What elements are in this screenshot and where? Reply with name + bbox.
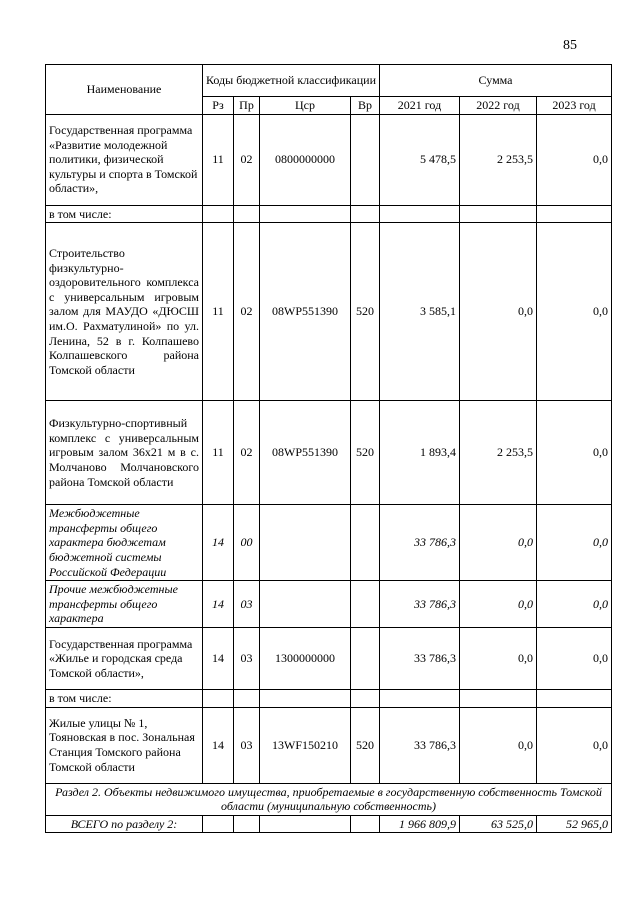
header-codes: Коды бюджетной классификации <box>203 65 380 97</box>
row-pr: 03 <box>234 707 260 783</box>
row-vr: 520 <box>351 401 380 505</box>
row-name: в том числе: <box>46 205 203 223</box>
budget-table <box>45 64 612 833</box>
row-csr: 08WP551390 <box>260 223 351 401</box>
row-rz: 11 <box>203 401 234 505</box>
row-csr: 08WP551390 <box>260 401 351 505</box>
row-2021: 5 478,5 <box>380 114 460 205</box>
row-2023: 0,0 <box>537 707 612 783</box>
row-csr: 1300000000 <box>260 627 351 689</box>
row-name: Прочие межбюджетные трансферты общего характера <box>46 581 203 628</box>
row-2021: 33 786,3 <box>380 707 460 783</box>
table-row <box>46 223 612 401</box>
header-2023: 2023 год <box>537 97 612 115</box>
row-2021: 3 585,1 <box>380 223 460 401</box>
row-vr <box>351 505 380 581</box>
row-vr: 520 <box>351 707 380 783</box>
header-sum: Сумма <box>380 65 612 97</box>
row-vr: 520 <box>351 223 380 401</box>
row-pr: 03 <box>234 581 260 628</box>
table-row <box>46 205 612 223</box>
row-name: Государственная программа «Развитие молодежной политики, физической культуры и спорта в Томской области», <box>46 114 203 205</box>
row-2021: 33 786,3 <box>380 627 460 689</box>
row-name: в том числе: <box>46 689 203 707</box>
row-vr <box>351 627 380 689</box>
row-2022: 2 253,5 <box>460 114 537 205</box>
row-rz: 14 <box>203 707 234 783</box>
row-pr: 02 <box>234 401 260 505</box>
header-pr: Пр <box>234 97 260 115</box>
row-2023: 0,0 <box>537 581 612 628</box>
header-2021: 2021 год <box>380 97 460 115</box>
row-vr <box>351 581 380 628</box>
row-2021: 33 786,3 <box>380 581 460 628</box>
row-rz: 14 <box>203 505 234 581</box>
section-row <box>46 783 612 815</box>
row-rz: 14 <box>203 627 234 689</box>
row-2021: 1 893,4 <box>380 401 460 505</box>
table-row <box>46 505 612 581</box>
row-2022: 0,0 <box>460 505 537 581</box>
row-2023: 0,0 <box>537 627 612 689</box>
row-rz: 11 <box>203 114 234 205</box>
row-vr <box>351 114 380 205</box>
row-csr <box>260 505 351 581</box>
total-row <box>46 815 612 833</box>
total-label: ВСЕГО по разделу 2: <box>46 815 203 833</box>
row-rz: 14 <box>203 581 234 628</box>
header-2022: 2022 год <box>460 97 537 115</box>
row-name: Жилые улицы № 1, Тояновская в пос. Зональная Станция Томского района Томской области <box>46 707 203 783</box>
header-vr: Вр <box>351 97 380 115</box>
table-row <box>46 581 612 628</box>
table-row <box>46 627 612 689</box>
row-2023: 0,0 <box>537 401 612 505</box>
row-csr: 0800000000 <box>260 114 351 205</box>
header-rz: Рз <box>203 97 234 115</box>
table-row <box>46 689 612 707</box>
row-name: Государственная программа «Жилье и городская среда Томской области», <box>46 627 203 689</box>
total-2022: 63 525,0 <box>460 815 537 833</box>
row-2022: 0,0 <box>460 581 537 628</box>
row-2022: 2 253,5 <box>460 401 537 505</box>
row-2022: 0,0 <box>460 707 537 783</box>
header-csr: Цср <box>260 97 351 115</box>
row-2023: 0,0 <box>537 505 612 581</box>
row-name: Строительство физкультурно-оздоровительного комплекса с универсальным игровым залом для МАУДО «ДЮСШ им.О. Рахматулиной» по ул. Ленина, 52 в г. Колпашево Колпашевского района Томской области <box>46 223 203 401</box>
table-row <box>46 707 612 783</box>
row-pr: 02 <box>234 114 260 205</box>
row-csr: 13WF150210 <box>260 707 351 783</box>
row-name: Физкультурно-спортивный комплекс с универсальным игровым залом 36х21 м в с. Молчаново Молчановского района Томской области <box>46 401 203 505</box>
row-2021: 33 786,3 <box>380 505 460 581</box>
total-2021: 1 966 809,9 <box>380 815 460 833</box>
header-name: Наименование <box>46 65 203 115</box>
section-title: Раздел 2. Объекты недвижимого имущества, приобретаемые в государственную собственность Томской области (муниципальную собственность) <box>46 783 612 815</box>
total-2023: 52 965,0 <box>537 815 612 833</box>
row-2022: 0,0 <box>460 223 537 401</box>
table-row <box>46 401 612 505</box>
row-pr: 03 <box>234 627 260 689</box>
table-row <box>46 114 612 205</box>
row-pr: 02 <box>234 223 260 401</box>
row-name: Межбюджетные трансферты общего характера бюджетам бюджетной системы Российской Федерации <box>46 505 203 581</box>
row-pr: 00 <box>234 505 260 581</box>
page-number: 85 <box>563 38 577 53</box>
row-2023: 0,0 <box>537 114 612 205</box>
row-csr <box>260 581 351 628</box>
row-2023: 0,0 <box>537 223 612 401</box>
row-rz: 11 <box>203 223 234 401</box>
row-2022: 0,0 <box>460 627 537 689</box>
